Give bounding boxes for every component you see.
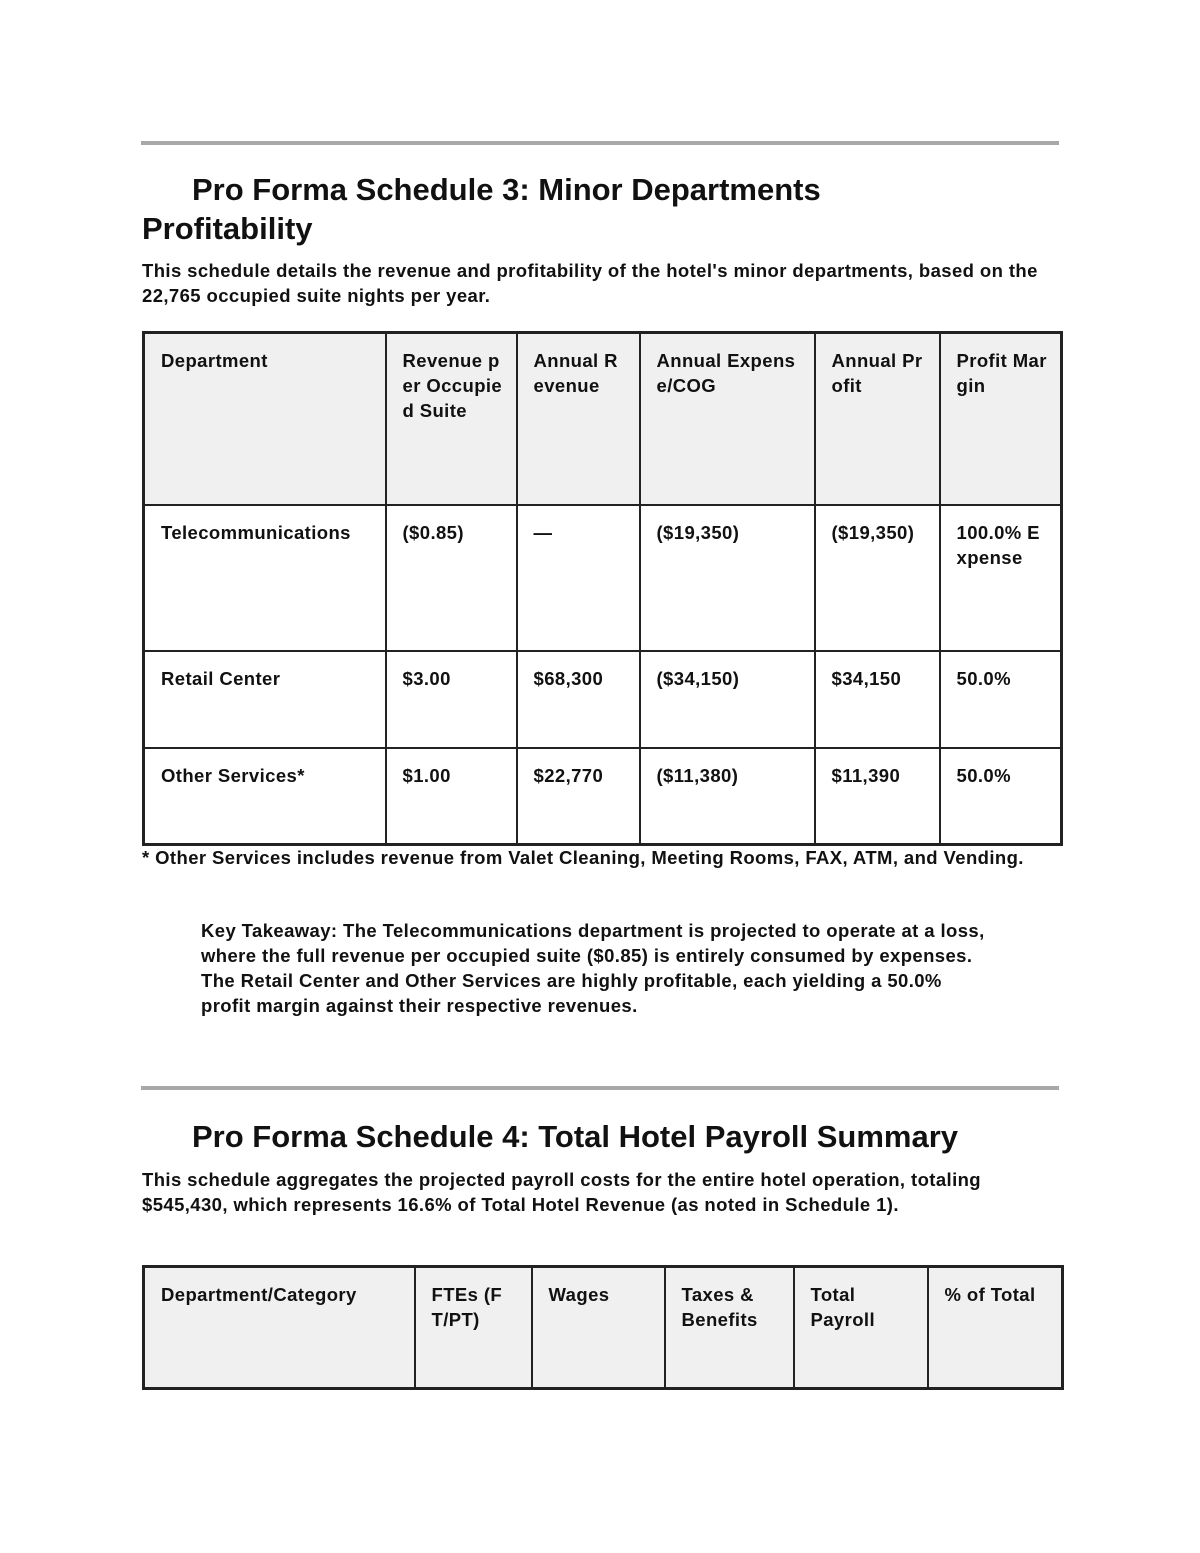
col-header: Wages	[532, 1267, 665, 1389]
divider	[141, 141, 1059, 145]
cell: ($34,150)	[640, 651, 815, 748]
table-row	[144, 505, 1062, 651]
col-header: Profit Margin	[940, 333, 1062, 505]
col-header: Annual Profit	[815, 333, 940, 505]
cell: $3.00	[386, 651, 517, 748]
col-header: Revenue per Occupied Suite	[386, 333, 517, 505]
cell: $1.00	[386, 748, 517, 845]
cell: —	[517, 505, 640, 651]
cell: $22,770	[517, 748, 640, 845]
col-header: Taxes & Benefits	[665, 1267, 794, 1389]
schedule3-table	[142, 331, 1063, 846]
cell: ($0.85)	[386, 505, 517, 651]
table-row	[144, 748, 1062, 845]
schedule4-title: Pro Forma Schedule 4: Total Hotel Payroll Summary	[192, 1119, 959, 1154]
table-row	[144, 651, 1062, 748]
header-row	[144, 1267, 1063, 1389]
cell: ($19,350)	[640, 505, 815, 651]
schedule4-table	[142, 1265, 1064, 1390]
cell: $34,150	[815, 651, 940, 748]
cell: 50.0%	[940, 748, 1062, 845]
footnote: * Other Services includes revenue from Valet Cleaning, Meeting Rooms, FAX, ATM, and Vending.	[142, 847, 1024, 868]
col-header: Department	[144, 333, 386, 505]
title-line1: Pro Forma Schedule 3: Minor Departments	[192, 172, 821, 207]
col-header: Annual Revenue	[517, 333, 640, 505]
cell: 100.0% Expense	[940, 505, 1062, 651]
header-row	[144, 333, 1062, 505]
col-header: Department/Category	[144, 1267, 415, 1389]
cell: $68,300	[517, 651, 640, 748]
schedule3-title	[142, 170, 1042, 248]
cell: 50.0%	[940, 651, 1062, 748]
cell: ($11,380)	[640, 748, 815, 845]
schedule3-description: This schedule details the revenue and profitability of the hotel's minor departments, based on the 22,765 occupied suite nights per year.	[142, 260, 1038, 306]
col-header: FTEs (FT/PT)	[415, 1267, 532, 1389]
cell: Other Services*	[144, 748, 386, 845]
key-takeaway: Key Takeaway: The Telecommunications department is projected to operate at a loss, where the full revenue per occupied suite ($0.85) is entirely consumed by expenses. The Retail Center and Other Services are highly profitable, each yielding a 50.0% profit margin against their respective revenues.	[201, 920, 985, 1016]
col-header: % of Total	[928, 1267, 1063, 1389]
cell: Retail Center	[144, 651, 386, 748]
cell: Telecommunications	[144, 505, 386, 651]
title-line2: Profitability	[142, 211, 313, 246]
cell: ($19,350)	[815, 505, 940, 651]
divider	[141, 1086, 1059, 1090]
col-header: Total Payroll	[794, 1267, 928, 1389]
col-header: Annual Expense/COG	[640, 333, 815, 505]
cell: $11,390	[815, 748, 940, 845]
schedule4-description: This schedule aggregates the projected payroll costs for the entire hotel operation, totaling $545,430, which represents 16.6% of Total Hotel Revenue (as noted in Schedule 1).	[142, 1169, 982, 1215]
